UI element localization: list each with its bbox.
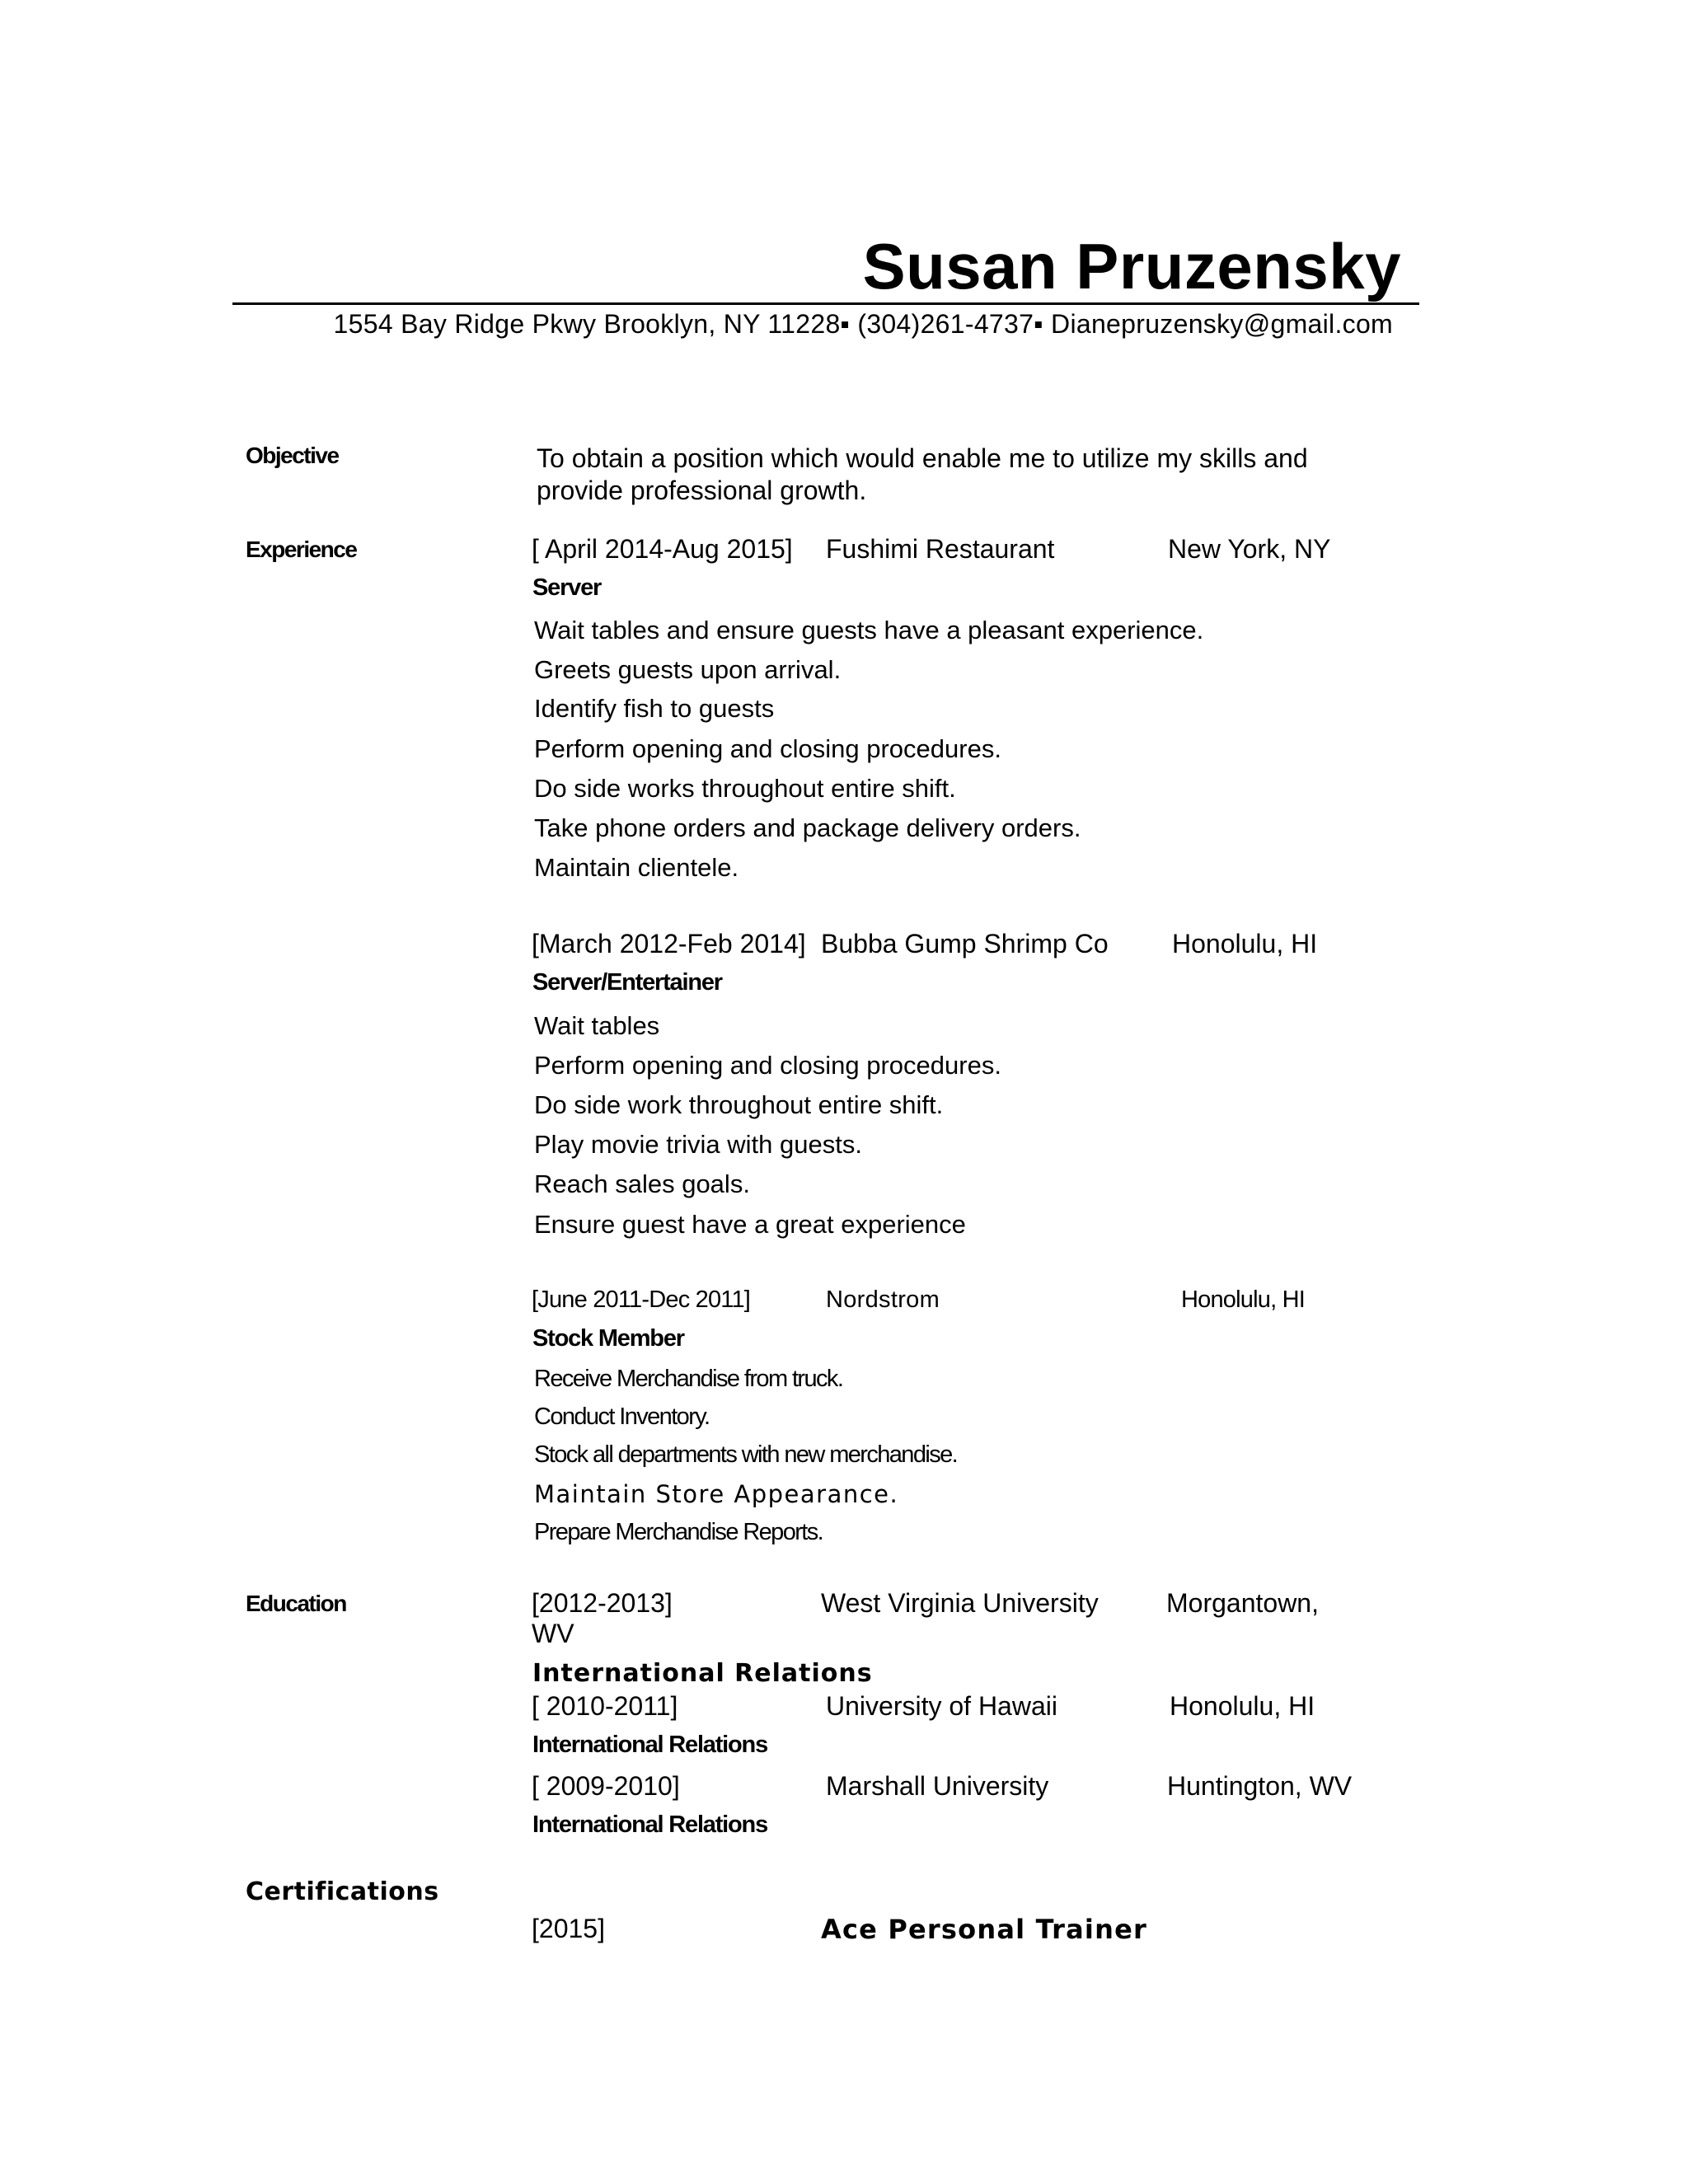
job-duty: Take phone orders and package delivery orders. bbox=[534, 813, 1081, 842]
job-employer: Fushimi Restaurant bbox=[826, 534, 1055, 564]
certifications-heading: Certifications bbox=[246, 1877, 439, 1906]
education-school: University of Hawaii bbox=[826, 1691, 1057, 1721]
education-major: International Relations bbox=[532, 1811, 767, 1838]
job-title: Stock Member bbox=[532, 1325, 684, 1352]
resume-name: Susan Pruzensky bbox=[862, 230, 1401, 302]
job-location: Honolulu, HI bbox=[1181, 1286, 1305, 1313]
job-employer: Bubba Gump Shrimp Co bbox=[821, 929, 1109, 958]
education-location: Huntington, WV bbox=[1167, 1771, 1353, 1801]
objective-text: To obtain a position which would enable me to utilize my skills and provide professional growth. bbox=[537, 443, 1308, 505]
job-duty: Ensure guest have a great experience bbox=[534, 1210, 966, 1239]
job-dates: [March 2012-Feb 2014] bbox=[532, 929, 806, 958]
job-duty: Reach sales goals. bbox=[534, 1169, 750, 1198]
job-duty: Do side works throughout entire shift. bbox=[534, 774, 956, 803]
contact-line: 1554 Bay Ridge Pkwy Brooklyn, NY 11228▪ (304)261-4737▪ Dianepruzensky@gmail.com bbox=[333, 309, 1393, 339]
experience-heading: Experience bbox=[246, 537, 357, 562]
education-dates: [2012-2013] bbox=[532, 1588, 673, 1618]
job-location: Honolulu, HI bbox=[1172, 929, 1318, 958]
education-location-continued: WV bbox=[532, 1619, 574, 1648]
job-duty: Greets guests upon arrival. bbox=[534, 655, 842, 684]
job-duty: Do side work throughout entire shift. bbox=[534, 1090, 944, 1119]
education-location: Morgantown, bbox=[1166, 1588, 1319, 1618]
education-school: West Virginia University bbox=[821, 1588, 1099, 1618]
job-title: Server bbox=[532, 574, 602, 601]
job-dates: [June 2011-Dec 2011] bbox=[532, 1286, 751, 1313]
certification-name: Ace Personal Trainer bbox=[821, 1914, 1147, 1945]
job-employer: Nordstrom bbox=[826, 1286, 940, 1313]
education-school: Marshall University bbox=[826, 1771, 1049, 1801]
education-major: International Relations bbox=[532, 1732, 767, 1758]
education-dates: [ 2009-2010] bbox=[532, 1771, 680, 1801]
job-duty: Wait tables and ensure guests have a pleasant experience. bbox=[534, 616, 1204, 644]
objective-heading: Objective bbox=[246, 443, 339, 468]
education-major: International Relations bbox=[532, 1659, 873, 1688]
job-dates: [ April 2014-Aug 2015] bbox=[532, 534, 793, 564]
job-duty: Prepare Merchandise Reports. bbox=[534, 1519, 823, 1545]
job-duty: Perform opening and closing procedures. bbox=[534, 734, 1001, 763]
certification-dates: [2015] bbox=[532, 1914, 605, 1943]
header-divider bbox=[232, 302, 1419, 305]
job-duty: Receive Merchandise from truck. bbox=[534, 1366, 843, 1392]
job-location: New York, NY bbox=[1168, 534, 1331, 564]
job-duty: Stock all departments with new merchandise. bbox=[534, 1441, 958, 1468]
education-location: Honolulu, HI bbox=[1170, 1691, 1315, 1721]
job-duty: Conduct Inventory. bbox=[534, 1404, 710, 1430]
job-duty: Maintain Store Appearance. bbox=[534, 1480, 899, 1508]
job-duty: Maintain clientele. bbox=[534, 853, 739, 882]
job-duty: Identify fish to guests bbox=[534, 694, 775, 723]
education-dates: [ 2010-2011] bbox=[532, 1691, 678, 1721]
education-heading: Education bbox=[246, 1591, 346, 1616]
job-title: Server/Entertainer bbox=[532, 969, 722, 996]
job-duty: Wait tables bbox=[534, 1011, 660, 1040]
job-duty: Play movie trivia with guests. bbox=[534, 1130, 862, 1159]
job-duty: Perform opening and closing procedures. bbox=[534, 1051, 1001, 1080]
